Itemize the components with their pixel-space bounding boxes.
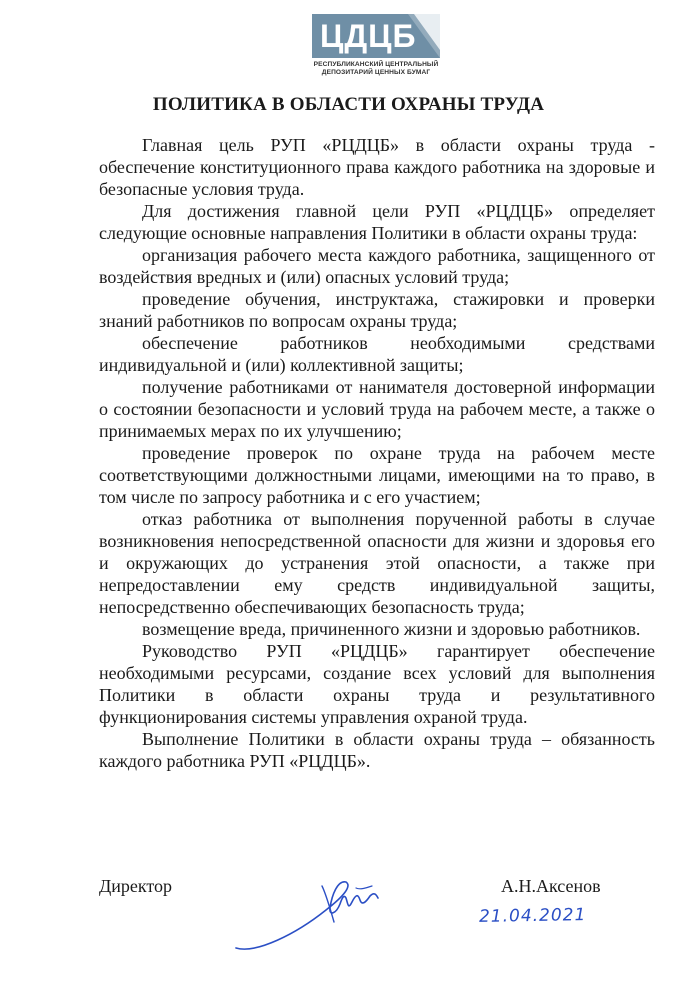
signatory-name: А.Н.Аксенов: [501, 876, 601, 896]
document-title: ПОЛИТИКА В ОБЛАСТИ ОХРАНЫ ТРУДА: [152, 94, 545, 115]
signatory-position: Директор: [99, 876, 173, 896]
paragraph: отказ работника от выполнения порученной работы в случае возникновения непосредственной опасности для жизни и здоровья его и окружающих до устранения этой опасности, а также при непредоставлении ему средств индивидуальной защиты, непосредственно обеспечивающих безопасность труда;: [99, 509, 655, 617]
paragraph: Главная цель РУП «РЦДЦБ» в области охраны труда - обеспечение конституционного права каждого работника на здоровые и безопасные условия труда.: [99, 135, 655, 199]
logo-badge: [312, 14, 440, 58]
paragraph: Руководство РУП «РЦДЦБ» гарантирует обеспечение необходимыми ресурсами, создание всех условий для выполнения Политики в области охраны труда и результативного функционирования системы управления охраной труда.: [99, 641, 655, 727]
company-logo: [312, 14, 440, 84]
document-body: [99, 134, 655, 772]
logo-subtitle: РЕСПУБЛИКАНСКИЙ ЦЕНТРАЛЬНЫЙ ДЕПОЗИТАРИЙ ЦЕННЫХ БУМАГ: [313, 61, 439, 76]
paragraph: Для достижения главной цели РУП «РЦДЦБ» определяет следующие основные направления Политики в области охраны труда:: [99, 201, 655, 243]
handwritten-date: 21.04.2021: [478, 905, 587, 927]
handwritten-signature: [226, 864, 416, 960]
logo-brand-text: ЦДЦБ: [320, 18, 417, 54]
paragraph: проведение проверок по охране труда на рабочем месте соответствующими должностными лицами, имеющими на то право, в том числе по запросу работника и с его участием;: [99, 443, 655, 507]
paragraph: Выполнение Политики в области охраны труда – обязанность каждого работника РУП «РЦДЦБ».: [99, 729, 655, 771]
logo-triangle-icon: [312, 14, 440, 58]
paragraph: получение работниками от нанимателя достоверной информации о состоянии безопасности и условий труда на рабочем месте, а также о принимаемых мерах по их улучшению;: [99, 377, 655, 441]
paragraph: организация рабочего места каждого работника, защищенного от воздействия вредных и (или) опасных условий труда;: [99, 245, 655, 287]
paragraph: проведение обучения, инструктажа, стажировки и проверки знаний работников по вопросам охраны труда;: [99, 289, 655, 331]
paragraph: обеспечение работников необходимыми средствами индивидуальной и (или) коллективной защиты;: [99, 333, 655, 375]
paragraph: возмещение вреда, причиненного жизни и здоровью работников.: [142, 619, 641, 639]
